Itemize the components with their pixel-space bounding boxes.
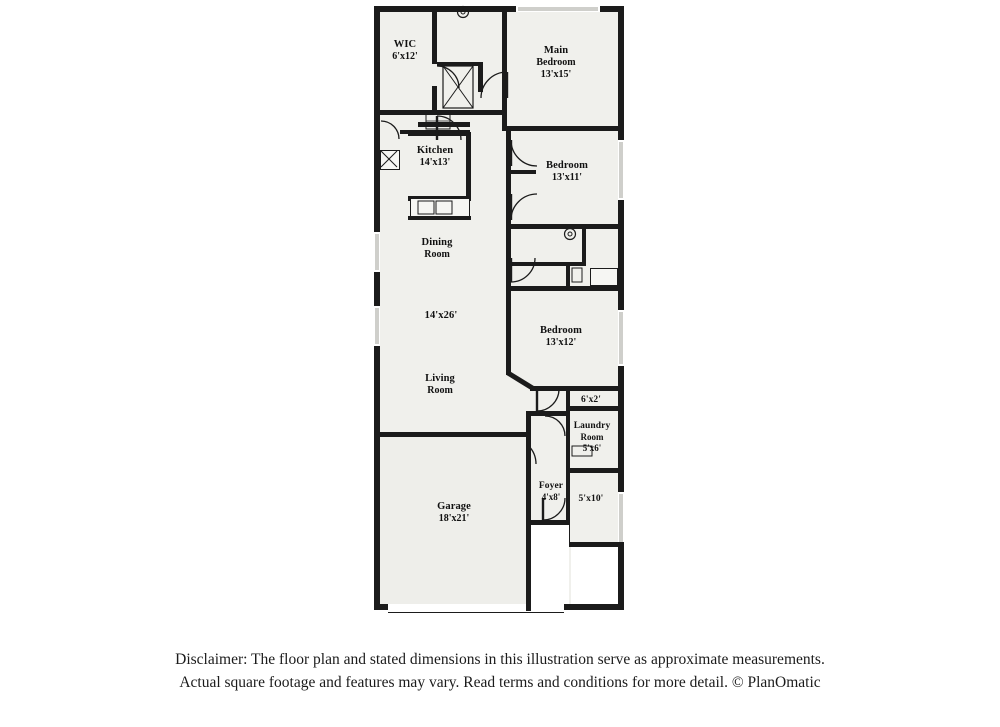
room-label-garage: Garage 18'x21' — [437, 501, 471, 524]
wall-porch-left — [526, 604, 531, 610]
room-label-laundry-room: Laundry Room 5'x6' — [573, 421, 611, 453]
room-label-dining-room: Dining Room — [421, 237, 453, 260]
room-label-living-room: Living Room — [425, 373, 455, 396]
wall-laundry-top — [530, 411, 570, 416]
room-label-bedroom-3: Bedroom 13'x12' — [540, 325, 582, 348]
disclaimer-text — [0, 648, 1000, 694]
room-label-foyer: Foyer 4'x8' — [538, 481, 564, 502]
wall-foyer-spacer — [530, 473, 570, 477]
wall-laundry-bottom — [566, 468, 624, 473]
room-label-great-room-dimensions: 14'x26' — [424, 310, 458, 321]
room-label-wic: WIC 6'x12' — [392, 39, 418, 62]
room-label-main-bedroom: Main Bedroom 13'x15' — [536, 45, 576, 80]
room-label-bedroom-2: Bedroom 13'x11' — [546, 160, 588, 183]
exterior-gap-rear — [571, 547, 618, 604]
disclaimer-line-1: Disclaimer: The floor plan and stated dimensions in this illustration serve as approximate measurements. — [175, 651, 825, 668]
disclaimer-line-2: Actual square footage and features may vary. Read terms and conditions for more detail. © PlanOmatic — [179, 674, 821, 691]
room-label-kitchen: Kitchen 14'x13' — [416, 145, 454, 168]
room-label-closet-6x2: 6'x2' — [580, 395, 602, 405]
room-label-closet-5x10: 5'x10' — [578, 494, 604, 504]
exterior-gap-front-porch — [531, 525, 569, 604]
